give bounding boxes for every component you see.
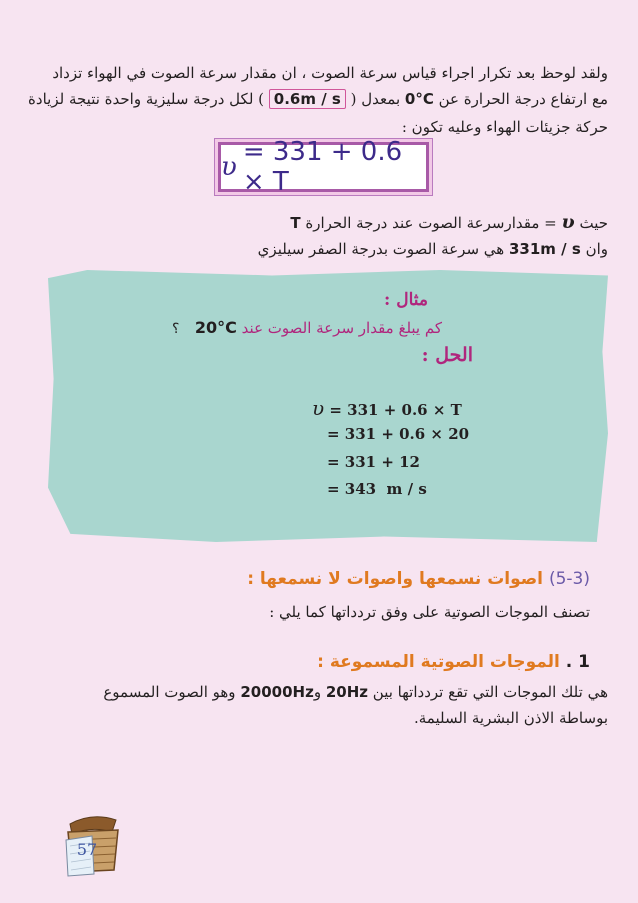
section-intro: تصنف الموجات الصوتية على وفق تردداتها كما يلي : — [269, 603, 590, 621]
audible-line-1-a: هي تلك الموجات التي تقع تردداتها بين — [372, 683, 608, 701]
step-1-rhs: = 331 + 0.6 × T — [324, 401, 462, 419]
section-heading — [247, 569, 590, 589]
formula-box — [218, 137, 429, 197]
intro-line-2-a: مع ارتفاع درجة الحرارة عن — [438, 90, 608, 108]
subsection-heading — [317, 652, 590, 672]
intro-line-3: حركة جزيئات الهواء وعليه تكون : — [401, 118, 608, 136]
example-question — [195, 318, 442, 337]
rate-value: 0.6m / s — [269, 89, 346, 109]
freq-high: 20000Hz — [240, 683, 314, 701]
audible-line-1-b: وهو الصوت المسموع — [103, 683, 236, 701]
page-number: 57 — [76, 840, 98, 859]
intro-line-1: ولقد لوحظ بعد تكرار اجراء قياس سرعة الصوت ، ان مقدار سرعة الصوت في الهواء تزداد — [52, 64, 608, 82]
definition-line-1 — [50, 211, 608, 234]
subsection-title: الموجات الصوتية المسموعة : — [317, 652, 560, 672]
velocity-symbol-inline: υ — [561, 211, 575, 233]
step-3-rhs: = 331 + 12 — [327, 453, 420, 471]
solution-step-2 — [327, 425, 469, 443]
example-heading: مثال : — [384, 290, 428, 310]
audible-line-1 — [50, 681, 608, 703]
subsection-number: 1 . — [565, 652, 590, 672]
definition-meaning: = مقدارسرعة الصوت عند درجة الحرارة — [305, 214, 557, 232]
temperature-symbol: T — [290, 214, 301, 232]
solution-heading: الحل : — [421, 344, 473, 366]
audible-and: و — [313, 683, 322, 701]
solution-step-4 — [327, 480, 427, 498]
freq-low: 20Hz — [325, 683, 369, 701]
zero-celsius: 0°C — [404, 90, 434, 108]
definition-where: حيث — [579, 214, 608, 232]
solution-step-3 — [327, 453, 420, 471]
question-temperature: 20°C — [194, 318, 237, 337]
intro-line-2-b: بمعدل ( — [350, 90, 401, 108]
base-speed: 331m / s — [508, 240, 581, 258]
intro-line-2-c: ) لكل درجة سليزية واحدة نتيجة لزيادة — [28, 90, 265, 108]
definition-base-meaning: هي سرعة الصوت بدرجة الصفر سيليزي — [257, 240, 505, 258]
step-1-lhs: υ — [312, 396, 325, 420]
step-2-rhs: = 331 + 0.6 × 20 — [327, 425, 470, 443]
page-badge — [62, 810, 124, 878]
question-text: كم يبلغ مقدار سرعة الصوت عند — [241, 319, 442, 337]
formula-expression: = 331 + 0.6 × T — [242, 137, 403, 197]
step-4-rhs: = 343 m / s — [327, 480, 427, 498]
solution-step-1 — [312, 396, 462, 420]
definition-line-2 — [50, 238, 608, 260]
definition-and: وان — [585, 240, 608, 258]
velocity-symbol: υ — [221, 152, 237, 182]
audible-line-2: بوساطة الاذن البشرية السليمة. — [414, 709, 608, 727]
question-mark: ؟ — [172, 321, 180, 337]
section-number: (5-3) — [548, 569, 590, 589]
intro-line-2 — [28, 88, 608, 110]
section-title: اصوات نسمعها واصوات لا نسمعها : — [247, 569, 544, 589]
